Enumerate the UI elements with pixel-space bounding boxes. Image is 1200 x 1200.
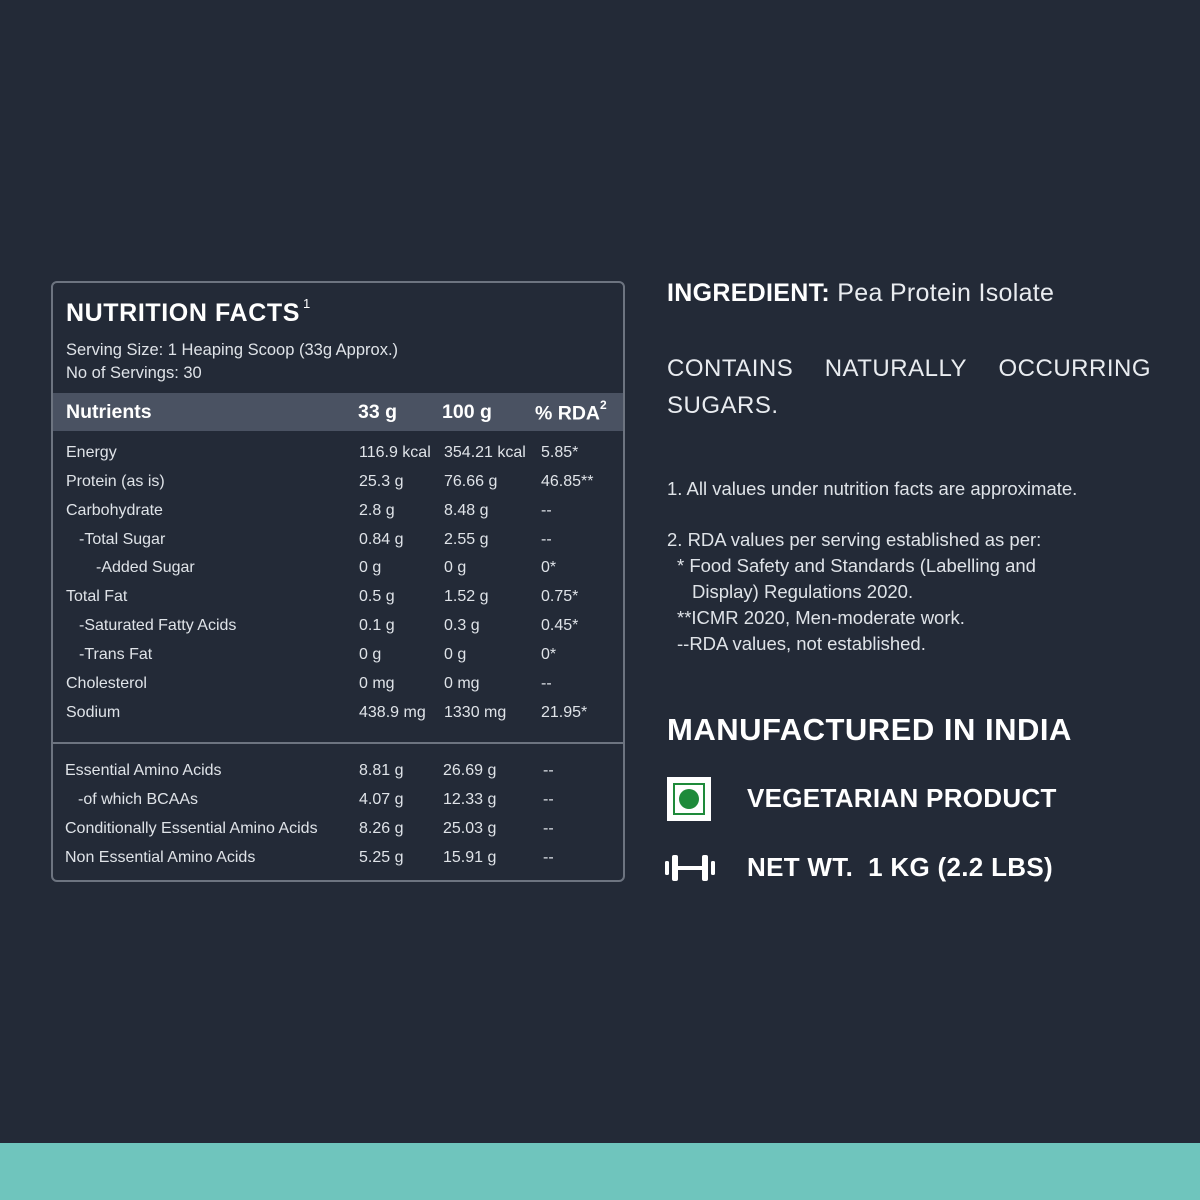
value-100g: 26.69 g xyxy=(443,762,497,779)
value-33g: 0.84 g xyxy=(359,531,404,548)
value-rda: 0.45* xyxy=(541,617,579,634)
value-rda: 46.85** xyxy=(541,473,594,490)
value-rda: 0.75* xyxy=(541,588,579,605)
footnote-2-line-5: --RDA values, not established. xyxy=(677,633,926,654)
veg-mark-inner xyxy=(673,783,705,815)
value-100g: 0 g xyxy=(444,559,467,576)
table-row xyxy=(53,818,623,844)
value-rda: 0* xyxy=(541,646,557,663)
value-rda: 0* xyxy=(541,559,557,576)
table-row xyxy=(53,847,623,873)
value-33g: 2.8 g xyxy=(359,502,395,519)
value-33g: 8.26 g xyxy=(359,820,404,837)
contains-line-2: SUGARS. xyxy=(667,392,779,419)
value-100g: 1.52 g xyxy=(444,588,489,605)
ingredient-label: INGREDIENT: xyxy=(667,279,831,307)
nutrient-name: Sodium xyxy=(66,704,121,721)
table-row xyxy=(53,615,623,641)
value-33g: 4.07 g xyxy=(359,791,404,808)
table-row xyxy=(53,529,623,555)
veg-mark-dot xyxy=(679,789,699,809)
value-rda: -- xyxy=(541,531,552,548)
nutrition-facts-title-text: NUTRITION FACTS xyxy=(66,299,300,327)
table-row xyxy=(53,471,623,497)
header-33g: 33 g xyxy=(358,401,398,423)
header-100g: 100 g xyxy=(442,401,492,423)
nutrient-name: Protein (as is) xyxy=(66,473,165,490)
value-33g: 8.81 g xyxy=(359,762,404,779)
value-100g: 1330 mg xyxy=(444,704,507,721)
nutrient-name: -Added Sugar xyxy=(96,559,195,576)
ingredient-value: Pea Protein Isolate xyxy=(837,279,1055,307)
contains-sugars-statement xyxy=(667,350,1151,424)
footnote-2-line-4: **ICMR 2020, Men-moderate work. xyxy=(677,607,965,628)
value-100g: 0 g xyxy=(444,646,467,663)
title-footnote-marker: 1 xyxy=(303,295,311,311)
amino-name: -of which BCAAs xyxy=(78,791,199,808)
value-100g: 15.91 g xyxy=(443,849,497,866)
value-rda: -- xyxy=(543,820,554,837)
table-row xyxy=(53,644,623,670)
value-33g: 438.9 mg xyxy=(359,704,426,721)
table-row xyxy=(53,442,623,468)
header-rda-footnote: 2 xyxy=(600,398,607,412)
table-row xyxy=(53,702,623,728)
footnote-2-line-3: Display) Regulations 2020. xyxy=(692,581,914,602)
amino-name: Non Essential Amino Acids xyxy=(65,849,256,866)
vegetarian-label: VEGETARIAN PRODUCT xyxy=(747,783,1057,813)
amino-name: Conditionally Essential Amino Acids xyxy=(65,820,318,837)
bottom-accent-band xyxy=(0,1143,1200,1200)
value-33g: 0.1 g xyxy=(359,617,395,634)
table-row xyxy=(53,789,623,815)
value-100g: 25.03 g xyxy=(443,820,497,837)
value-33g: 116.9 kcal xyxy=(359,444,431,461)
footnote-1: 1. All values under nutrition facts are approximate. xyxy=(667,478,1078,499)
table-row xyxy=(53,760,623,786)
nutrient-name: -Trans Fat xyxy=(79,646,153,663)
contains-word-3: OCCURRING xyxy=(998,355,1151,382)
table-row xyxy=(53,500,623,526)
value-rda: -- xyxy=(543,791,554,808)
dumbbell-icon xyxy=(664,852,716,884)
value-100g: 0.3 g xyxy=(444,617,480,634)
footnote-2 xyxy=(667,527,1041,657)
value-rda: -- xyxy=(541,675,552,692)
value-33g: 0.5 g xyxy=(359,588,395,605)
value-100g: 354.21 kcal xyxy=(444,444,526,461)
net-weight-label: NET WT. 1 KG (2.2 LBS) xyxy=(747,852,1053,882)
value-33g: 0 g xyxy=(359,646,382,663)
header-nutrients: Nutrients xyxy=(66,401,152,423)
value-100g: 0 mg xyxy=(444,675,480,692)
header-rda xyxy=(535,398,607,426)
nutrient-name: Cholesterol xyxy=(66,675,147,692)
nutrition-facts-panel xyxy=(51,281,625,882)
section-divider xyxy=(53,742,623,744)
value-100g: 2.55 g xyxy=(444,531,489,548)
nutrient-name: Total Fat xyxy=(66,588,128,605)
veg-mark-icon xyxy=(667,777,711,821)
value-33g: 0 mg xyxy=(359,675,395,692)
value-100g: 76.66 g xyxy=(444,473,498,490)
table-header xyxy=(53,393,623,431)
amino-name: Essential Amino Acids xyxy=(65,762,222,779)
nutrient-name: -Total Sugar xyxy=(79,531,166,548)
nutrient-name: Energy xyxy=(66,444,117,461)
contains-word-1: CONTAINS xyxy=(667,355,794,382)
serving-info xyxy=(66,339,398,385)
servings-count: No of Servings: 30 xyxy=(66,364,202,382)
ingredient-line xyxy=(667,279,1054,308)
nutrition-facts-title xyxy=(66,295,311,328)
manufactured-in-india: MANUFACTURED IN INDIA xyxy=(667,712,1072,747)
footnote-2-line-2: * Food Safety and Standards (Labelling and xyxy=(677,555,1036,576)
value-33g: 25.3 g xyxy=(359,473,404,490)
value-100g: 12.33 g xyxy=(443,791,497,808)
value-33g: 0 g xyxy=(359,559,382,576)
value-rda: -- xyxy=(541,502,552,519)
serving-size: Serving Size: 1 Heaping Scoop (33g Approx.) xyxy=(66,341,399,359)
value-33g: 5.25 g xyxy=(359,849,404,866)
table-row xyxy=(53,586,623,612)
contains-line-1 xyxy=(667,350,1151,387)
value-rda: -- xyxy=(543,849,554,866)
table-row xyxy=(53,673,623,699)
value-rda: 5.85* xyxy=(541,444,579,461)
nutrient-name: -Saturated Fatty Acids xyxy=(79,617,237,634)
value-rda: -- xyxy=(543,762,554,779)
table-row xyxy=(53,557,623,583)
value-rda: 21.95* xyxy=(541,704,588,721)
nutrient-name: Carbohydrate xyxy=(66,502,163,519)
header-rda-text: % RDA xyxy=(535,402,601,425)
footnote-2-line-1: 2. RDA values per serving established as per: xyxy=(667,529,1042,550)
contains-word-2: NATURALLY xyxy=(824,355,968,382)
value-100g: 8.48 g xyxy=(444,502,489,519)
